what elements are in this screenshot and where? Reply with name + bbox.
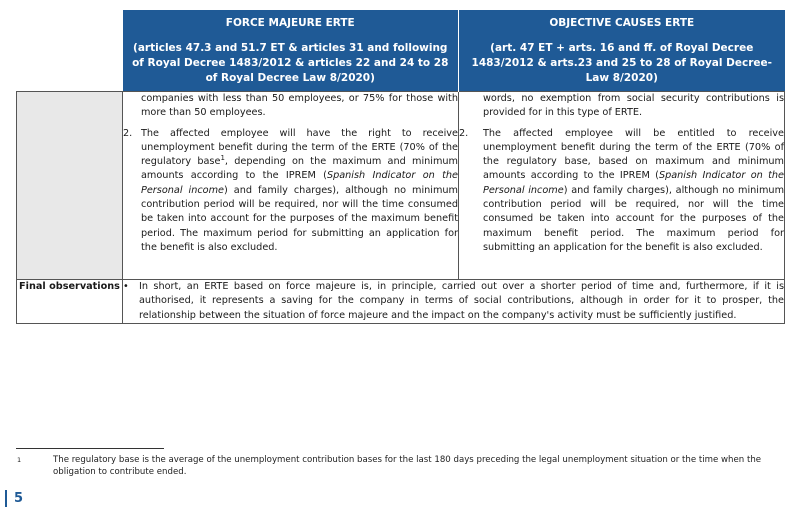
iprem-italic: Spanish Indicator on the Personal income [141, 170, 459, 196]
force-majeure-item-text-part1: The affected employee will have the right to receive unemployment benefit during the term of the ERTE (70% of the regulatory base [141, 127, 458, 168]
page-number-bar [5, 490, 7, 507]
force-majeure-item-text-part2: , depending on the maximum and minimum amounts according to the IPREM ( [141, 156, 458, 182]
header-objective-causes [459, 10, 785, 92]
objective-causes-item-2 [459, 127, 784, 256]
force-majeure-item-text-part3: ) and family charges), although no minimum contribution period will be required, nor will the time consumed be taken into account for the purposes of the maximum benefit period. The maximum period for submitting an application for the benefit is also excluded. [141, 184, 458, 253]
header-objective-causes-title: OBJECTIVE CAUSES ERTE [549, 17, 695, 29]
header-force-majeure-title: FORCE MAJEURE ERTE [225, 17, 355, 29]
final-observations-label: Final observations [17, 280, 123, 324]
final-observations-row [17, 280, 785, 324]
bullet-icon: • [123, 281, 129, 292]
objective-causes-item-number: 2. [459, 127, 469, 139]
page-number: 5 [14, 491, 24, 506]
final-observations-cell [123, 280, 785, 324]
header-force-majeure-subtitle: (articles 47.3 and 51.7 ET & articles 31 and following of Royal Decree 1483/2012 & articles 22 and 24 to 28 of Royal Decree Law 8/2020) [132, 42, 449, 84]
contributions-row-label-cell [17, 92, 123, 280]
footnote-text: The regulatory base is the average of the unemployment contribution bases for the last 180 days preceding the legal unemployment situation or the time when the obligation to contribute ended. [53, 455, 762, 477]
header-objective-causes-subtitle: (art. 47 ET + arts. 16 and ff. of Royal Decree 1483/2012 & arts.23 and 25 to 28 of Royal Decree-Law 8/2020) [471, 42, 772, 84]
header-force-majeure [123, 10, 459, 92]
final-observations-bullet-item [123, 280, 784, 323]
table-header-row [17, 10, 785, 92]
contributions-row [17, 92, 785, 280]
final-observations-text: In short, an ERTE based on force majeure is, in principle, carried out over a shorter period of time and, furthermore, if it is authorised, it represents a saving for the company in terms of social contributions, although in order for it to prosper, the relationship between the situation of force majeure and the impact on the company's activity must be sufficiently justified. [139, 281, 784, 321]
objective-causes-item-text-part2: ) and family charges), although no minimum contribution period will be required, nor will the time consumed be taken into account for the purposes of the maximum benefit period. The maximum period for submitting an application for the benefit is also excluded. [483, 184, 785, 253]
force-majeure-cell [123, 92, 459, 280]
force-majeure-continuation: companies with less than 50 employees, or 75% for those with more than 50 employees. [141, 93, 458, 119]
objective-causes-cell [459, 92, 785, 280]
footnote-separator [16, 448, 164, 449]
objective-causes-item-text [483, 127, 784, 256]
objective-causes-item-text-part1: The affected employee will be entitled to receive unemployment benefit during the term of the ERTE (70% of the regulatory base, based on maximum and minimum amounts according to the IPREM ( [483, 127, 784, 182]
footnote-reference[interactable]: 1 [220, 153, 225, 162]
force-majeure-item-2 [123, 127, 458, 256]
footnote-mark: 1 [17, 456, 22, 464]
erte-comparison-table [16, 10, 785, 324]
iprem-italic: Spanish Indicator on the Personal income [483, 170, 785, 196]
force-majeure-item-text [141, 127, 458, 256]
force-majeure-item-number: 2. [123, 127, 133, 139]
header-blank-cell [17, 10, 123, 92]
objective-causes-continuation: words, no exemption from social security contributions is provided for in this type of ERTE. [483, 93, 784, 119]
